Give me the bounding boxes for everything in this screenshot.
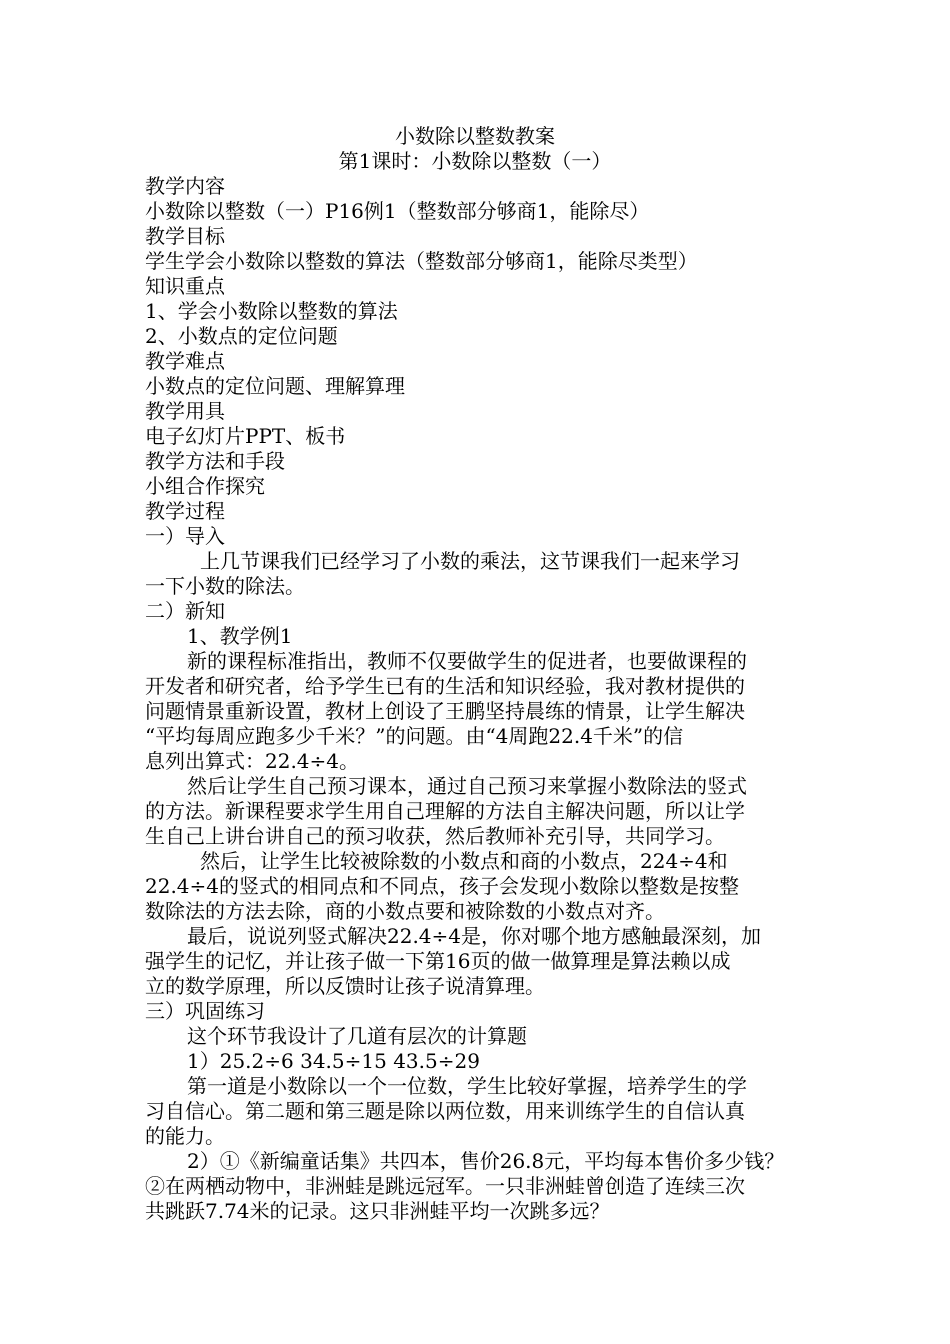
word-problem-2: ②在两栖动物中，非洲蛙是跳远冠军。一只非洲蛙曾创造了连续三次 [145, 1174, 745, 1198]
paragraph-line: “平均每周应跑多少千米？”的问题。由“4周跑22.4千米”的信 [145, 724, 684, 748]
section-heading-content: 教学内容 [145, 174, 225, 198]
document-subtitle: 第1课时：小数除以整数（一） [338, 149, 612, 173]
paragraph-line: 一下小数的除法。 [145, 574, 305, 598]
paragraph-line: 数除法的方法去除，商的小数点要和被除数的小数点对齐。 [145, 899, 665, 923]
paragraph-line: 这个环节我设计了几道有层次的计算题 [187, 1024, 527, 1048]
paragraph-line: 然后，让学生比较被除数的小数点和商的小数点，224÷4和 [200, 849, 728, 873]
paragraph-line: 的方法。新课程要求学生用自己理解的方法自主解决问题，所以让学 [145, 799, 745, 823]
word-problem-1: 2）①《新编童话集》共四本，售价26.8元，平均每本售价多少钱？ [187, 1149, 785, 1173]
paragraph-line: 息列出算式：22.4÷4。 [145, 749, 360, 773]
process-step-practice: 三）巩固练习 [145, 999, 265, 1023]
paragraph-line: 强学生的记忆，并让孩子做一下第16页的做一做算理是算法赖以成 [145, 949, 731, 973]
key-point-2: 2、小数点的定位问题 [145, 324, 338, 348]
section-heading-tools: 教学用具 [145, 399, 225, 423]
exercise-list: 1）25.2÷6 34.5÷15 43.5÷29 [187, 1049, 480, 1073]
example-heading: 1、教学例1 [187, 624, 293, 648]
paragraph-line: 上几节课我们已经学习了小数的乘法，这节课我们一起来学习 [200, 549, 740, 573]
goal-text: 学生学会小数除以整数的算法（整数部分够商1，能除尽类型） [145, 249, 698, 273]
paragraph-line: 22.4÷4的竖式的相同点和不同点，孩子会发现小数除以整数是按整 [145, 874, 740, 898]
difficulty-text: 小数点的定位问题、理解算理 [145, 374, 405, 398]
section-heading-key-points: 知识重点 [145, 274, 225, 298]
paragraph-line: 新的课程标准指出，教师不仅要做学生的促进者，也要做课程的 [187, 649, 747, 673]
section-heading-methods: 教学方法和手段 [145, 449, 285, 473]
paragraph-line: 的能力。 [145, 1124, 225, 1148]
document-title: 小数除以整数教案 [395, 124, 555, 148]
paragraph-line: 生自己上讲台讲自己的预习收获，然后教师补充引导，共同学习。 [145, 824, 725, 848]
paragraph-line: 最后，说说列竖式解决22.4÷4是，你对哪个地方感触最深刻，加 [187, 924, 762, 948]
tools-text: 电子幻灯片PPT、板书 [145, 424, 346, 448]
paragraph-line: 问题情景重新设置，教材上创设了王鹏坚持晨练的情景，让学生解决 [145, 699, 745, 723]
section-heading-difficulty: 教学难点 [145, 349, 225, 373]
paragraph-line: 然后让学生自己预习课本，通过自己预习来掌握小数除法的竖式 [187, 774, 747, 798]
paragraph-line: 立的数学原理，所以反馈时让孩子说清算理。 [145, 974, 545, 998]
paragraph-line: 开发者和研究者，给予学生已有的生活和知识经验，我对教材提供的 [145, 674, 745, 698]
paragraph-line: 第一道是小数除以一个一位数，学生比较好掌握，培养学生的学 [187, 1074, 747, 1098]
key-point-1: 1、学会小数除以整数的算法 [145, 299, 398, 323]
word-problem-2-cont: 共跳跃7.74米的记录。这只非洲蛙平均一次跳多远？ [145, 1199, 610, 1223]
methods-text: 小组合作探究 [145, 474, 265, 498]
process-step-new: 二）新知 [145, 599, 225, 623]
paragraph-line: 习自信心。第二题和第三题是除以两位数，用来训练学生的自信认真 [145, 1099, 745, 1123]
content-text: 小数除以整数（一）P16例1（整数部分够商1，能除尽） [145, 199, 650, 223]
section-heading-process: 教学过程 [145, 499, 225, 523]
process-step-intro: 一）导入 [145, 524, 225, 548]
section-heading-goal: 教学目标 [145, 224, 225, 248]
